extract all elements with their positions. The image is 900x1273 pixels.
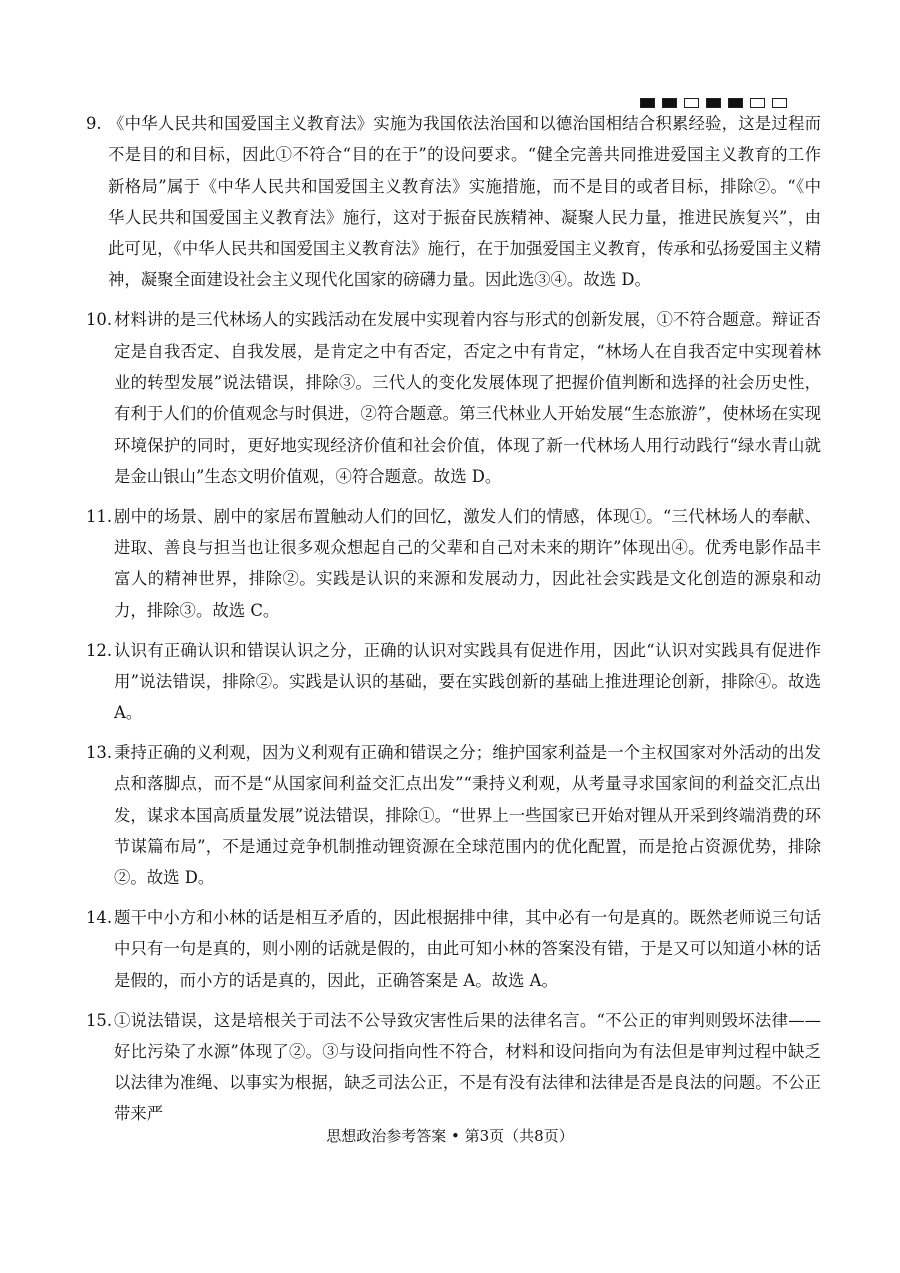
answer-list	[86, 108, 821, 1138]
answer-item	[86, 304, 821, 492]
answer-text: 《中华人民共和国爱国主义教育法》实施为我国依法治国和以德治国相结合积累经验，这是过程而不是目的和目标，因此①不符合“目的在于”的设问要求。“健全完善共同推进爱国主义教育的工作新格局”属于《中华人民共和国爱国主义教育法》实施措施，而不是目的或者目标，排除②。“《中华人民共和国爱国主义教育法》施行，这对于振奋民族精神、凝聚人民力量，推进民族复兴”，由此可见，《中华人民共和国爱国主义教育法》施行，在于加强爱国主义教育，传承和弘扬爱国主义精神，凝聚全面建设社会主义现代化国家的磅礴力量。因此选③④。故选 D。	[108, 114, 821, 290]
answer-item	[86, 635, 821, 729]
header-mark-empty	[772, 98, 787, 108]
answer-item	[86, 1005, 821, 1130]
answer-item	[86, 501, 821, 626]
answer-item	[86, 737, 821, 893]
header-mark-filled	[706, 98, 721, 108]
answer-text: 材料讲的是三代林场人的实践活动在发展中实现着内容与形式的创新发展，①不符合题意。辩证否定是自我否定、自我发展，是肯定之中有否定，否定之中有肯定，“林场人在自我否定中实现着林业的转型发展”说法错误，排除③。三代人的变化发展体现了把握价值判断和选择的社会历史性，有利于人们的价值观念与时俱进，②符合题意。第三代林业人开始发展“生态旅游”，使林场在实现环境保护的同时，更好地实现经济价值和社会价值，体现了新一代林场人用行动践行“绿水青山就是金山银山”生态文明价值观，④符合题意。故选 D。	[114, 310, 821, 486]
question-number: 13.	[86, 743, 113, 763]
answer-item	[86, 902, 821, 996]
header-marks	[640, 98, 787, 108]
answer-text: 题干中小方和小林的话是相互矛盾的，因此根据排中律，其中必有一句是真的。既然老师说三句话中只有一句是真的，则小刚的话就是假的，由此可知小林的答案没有错，于是又可以知道小林的话是假的，而小方的话是真的，因此，正确答案是 A。故选 A。	[114, 908, 821, 990]
header-mark-filled	[640, 98, 655, 108]
answer-text: 剧中的场景、剧中的家居布置触动人们的回忆，激发人们的情感，体现①。“三代林场人的奉献、进取、善良与担当也让很多观众想起自己的父辈和自己对未来的期许”体现出④。优秀电影作品丰富人的精神世界，排除②。实践是认识的来源和发展动力，因此社会实践是文化创造的源泉和动力，排除③。故选 C。	[114, 506, 821, 620]
header-mark-filled	[728, 98, 743, 108]
question-number: 10.	[86, 310, 113, 330]
answer-item	[86, 108, 821, 296]
answer-text: 秉持正确的义利观，因为义利观有正确和错误之分；维护国家利益是一个主权国家对外活动的出发点和落脚点，而不是“从国家间利益交汇点出发”“秉持义利观，从考量寻求国家间的利益交汇点出发，谋求本国高质量发展”说法错误，排除①。“世界上一些国家已开始对锂从开采到终端消费的环节谋篇布局”，不是通过竞争机制推动锂资源在全球范围内的优化配置，而是抢占资源优势，排除②。故选 D。	[114, 743, 821, 888]
question-number: 14.	[86, 908, 113, 928]
answer-text: 认识有正确认识和错误认识之分，正确的认识对实践具有促进作用，因此“认识对实践具有促进作用”说法错误，排除②。实践是认识的基础，要在实践创新的基础上推进理论创新，排除④。故选 A。	[114, 640, 821, 723]
question-number: 15.	[86, 1010, 113, 1030]
question-number: 9.	[86, 114, 102, 133]
question-number: 12.	[86, 640, 113, 660]
question-number: 11.	[86, 506, 113, 526]
header-mark-empty	[750, 98, 765, 108]
answer-text: ①说法错误，这是培根关于司法不公导致灾害性后果的法律名言。“不公正的审判则毁坏法律——好比污染了水源”体现了②。③与设问指向性不符合，材料和设问指向为有法但是审判过程中缺乏以法律为准绳、以事实为根据，缺乏司法公正，不是有没有法律和法律是否是良法的问题。不公正带来严	[114, 1010, 821, 1124]
header-mark-filled	[662, 98, 677, 108]
page-footer: 思想政治参考答案 • 第3页（共8页）	[326, 1127, 574, 1145]
header-mark-empty	[684, 98, 699, 108]
